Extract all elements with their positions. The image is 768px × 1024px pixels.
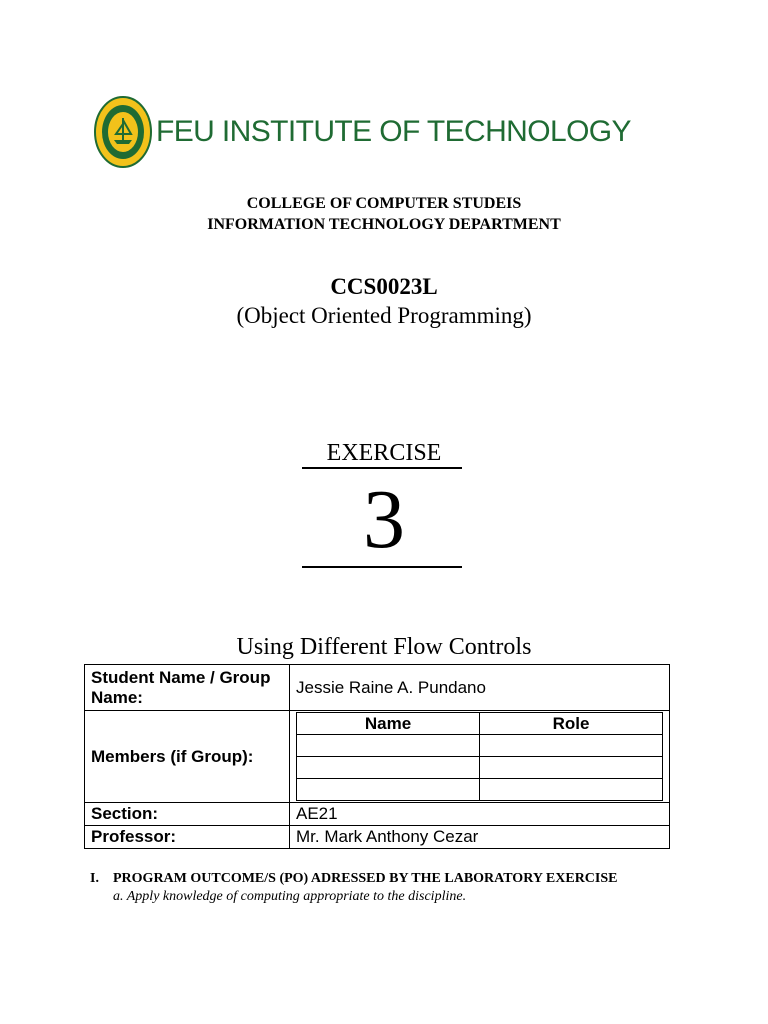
- outcomes-numeral: I.: [90, 871, 99, 886]
- exercise-number: 3: [363, 473, 405, 566]
- institution-name: FEU INSTITUTE OF TECHNOLOGY: [156, 115, 631, 148]
- members-cell: [290, 711, 670, 803]
- member-name-cell: [297, 779, 480, 801]
- student-info-table: [84, 664, 670, 849]
- members-header-name: Name: [297, 713, 480, 735]
- student-label: Student Name / Group Name:: [85, 665, 290, 711]
- members-row-3: [297, 779, 663, 801]
- college-name: COLLEGE OF COMPUTER STUDEIS: [246, 195, 522, 212]
- member-name-cell: [297, 757, 480, 779]
- course-code: CCS0023L: [330, 274, 438, 299]
- outcomes-heading-text: PROGRAM OUTCOME/S (PO) ADRESSED BY THE LABORATORY EXERCISE: [113, 871, 618, 886]
- members-row: [85, 711, 670, 803]
- members-header-row: [297, 713, 663, 735]
- course-title: (Object Oriented Programming): [236, 303, 532, 328]
- section-row: [85, 803, 670, 826]
- member-name-cell: [297, 735, 480, 757]
- section-value: AE21: [290, 803, 670, 826]
- member-role-cell: [480, 735, 663, 757]
- student-row: [85, 665, 670, 711]
- department-name: INFORMATION TECHNOLOGY DEPARTMENT: [207, 216, 561, 233]
- outcome-item: a. Apply knowledge of computing appropriate to the discipline.: [113, 889, 467, 904]
- college-block: [0, 193, 768, 235]
- section-label: Section:: [85, 803, 290, 826]
- members-table: [296, 712, 663, 801]
- student-value: Jessie Raine A. Pundano: [290, 665, 670, 711]
- members-row-2: [297, 757, 663, 779]
- members-label: Members (if Group):: [85, 711, 290, 803]
- member-role-cell: [480, 757, 663, 779]
- seal-logo-icon: [94, 96, 152, 168]
- members-row-1: [297, 735, 663, 757]
- members-header-role: Role: [480, 713, 663, 735]
- exercise-topic: Using Different Flow Controls: [236, 634, 532, 660]
- exercise-label: EXERCISE: [326, 440, 442, 466]
- exercise-bottom-rule: [302, 566, 462, 568]
- member-role-cell: [480, 779, 663, 801]
- outcomes-heading: [90, 871, 618, 887]
- professor-label: Professor:: [85, 826, 290, 849]
- professor-value: Mr. Mark Anthony Cezar: [290, 826, 670, 849]
- professor-row: [85, 826, 670, 849]
- institution-header: [94, 96, 631, 168]
- exercise-top-rule: [302, 467, 462, 469]
